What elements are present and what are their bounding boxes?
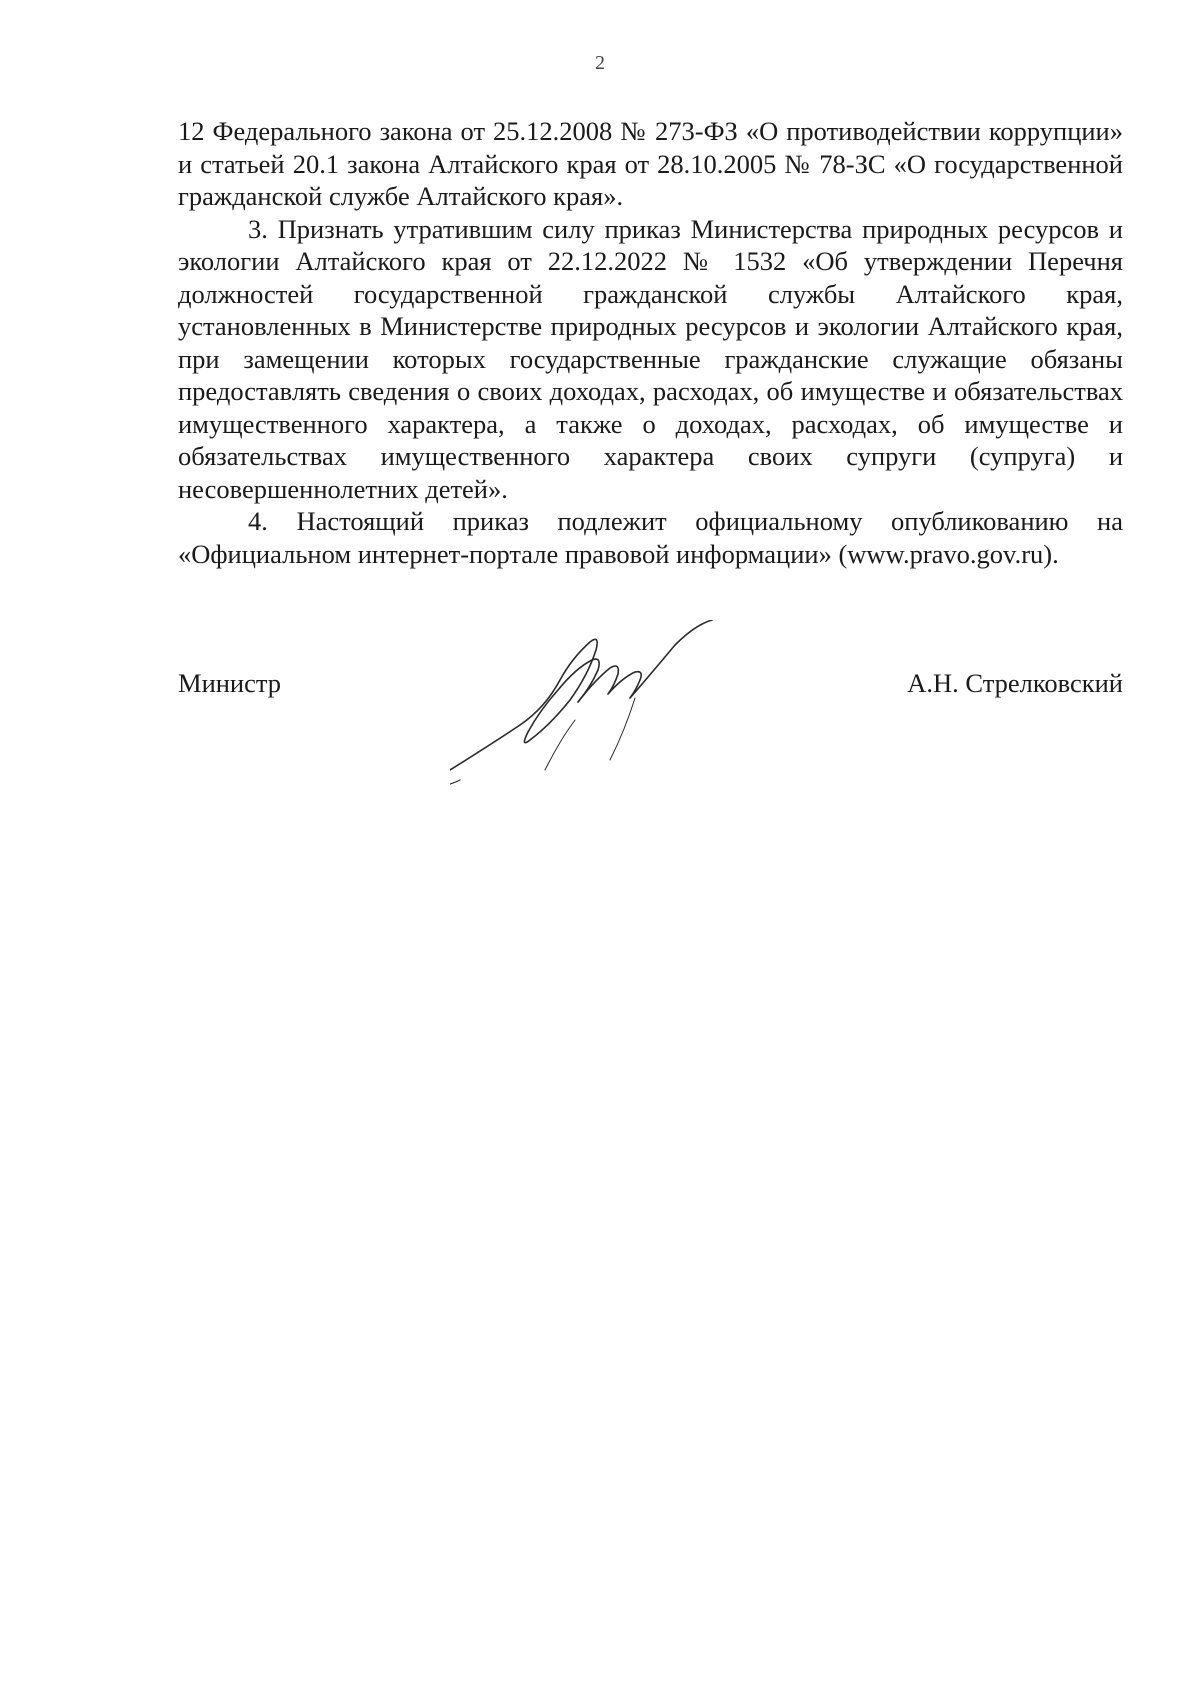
paragraph-item-4: 4. Настоящий приказ подлежит официальному опубликованию на «Официальном интернет-портале правовой информации» (www.pravo.gov.ru). [178, 506, 1123, 569]
signatory-name: А.Н. Стрелковский [907, 668, 1123, 698]
signatory-title: Министр [178, 668, 282, 698]
document-body [178, 115, 1123, 570]
page-number: 2 [595, 52, 605, 74]
paragraph-item-3: 3. Признать утратившим силу приказ Министерства природных ресурсов и экологии Алтайского края от 22.12.2022 № 1532 «Об утверждении Перечня должностей государственной гражданской службы Алтайского края, установленных в Министерстве природных ресурсов и экологии Алтайского края, при замещении которых государственные гражданские служащие обязаны предоставлять сведения о своих доходах, расходах, об имуществе и обязательствах имущественного характера, а также о доходах, расходах, об имуществе и обязательствах имущественного характера своих супруги (супруга) и несовершеннолетних детей». [178, 213, 1123, 504]
paragraph-continuation: 12 Федерального закона от 25.12.2008 № 273-ФЗ «О противодействии коррупции» и статьей 20.1 закона Алтайского края от 28.10.2005 № 78-ЗС «О государственной гражданской службе Алтайского края». [178, 116, 1123, 211]
handwritten-signature [450, 620, 750, 790]
